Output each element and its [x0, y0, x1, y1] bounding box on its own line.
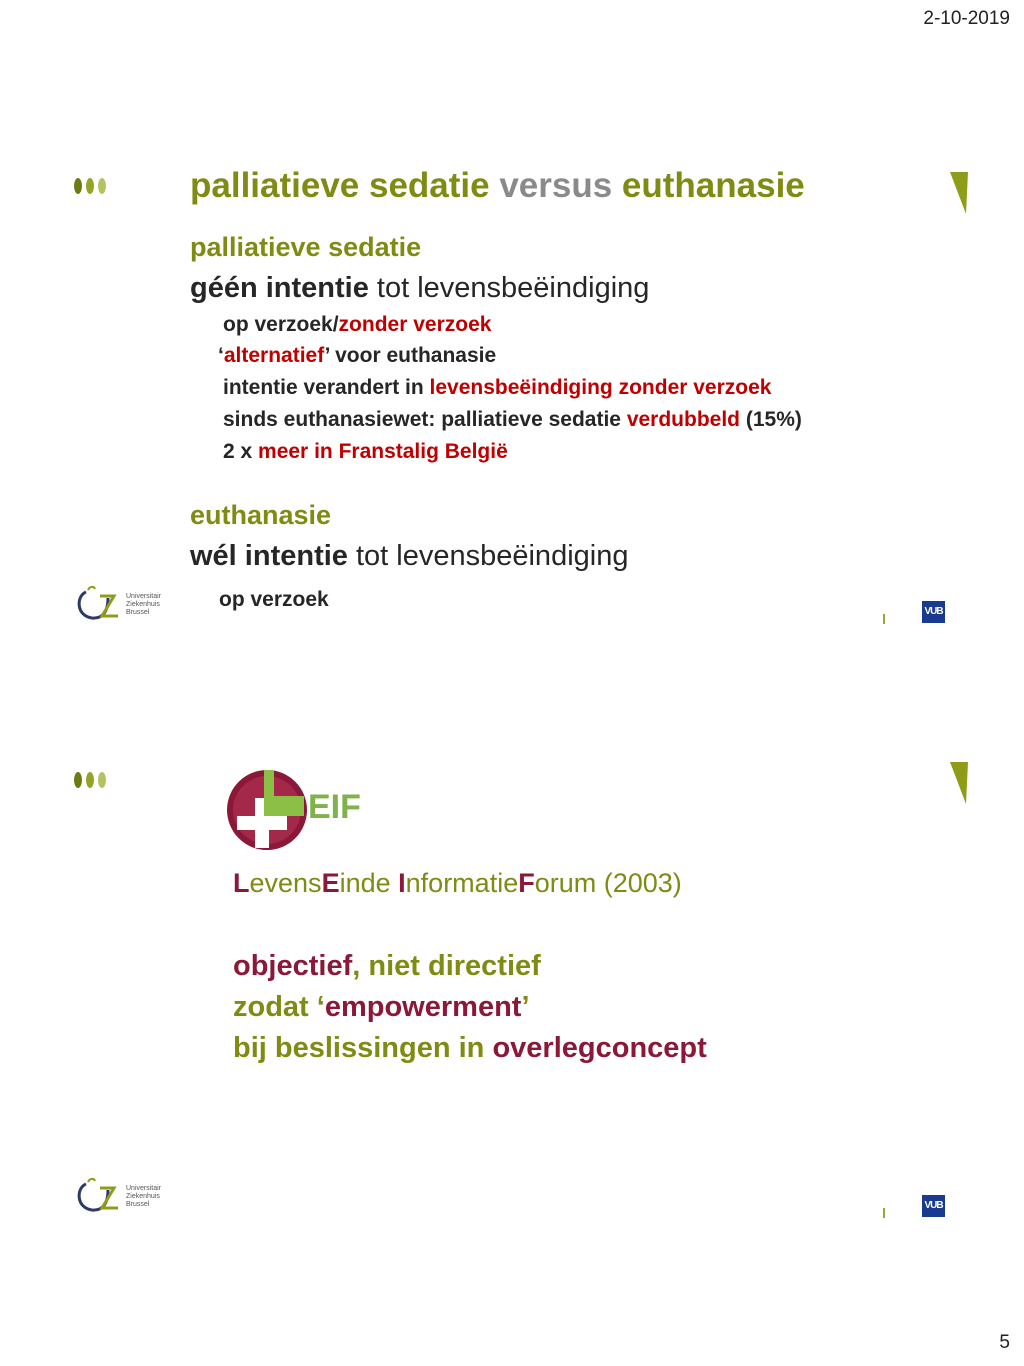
uz-logo-text: [126, 593, 161, 617]
uz-brussel-logo: [74, 586, 184, 626]
vub-logo: VUB: [922, 1195, 945, 1217]
bullet-line: [223, 376, 771, 400]
forum-name: [233, 868, 682, 899]
slide2-line: [233, 1032, 707, 1065]
corner-triangle-icon: [950, 172, 968, 214]
uz-logo-icon: [74, 586, 124, 622]
forum-initial: E: [321, 868, 340, 898]
bullet-text: 2 x: [223, 440, 259, 463]
bullet-text: ’ voor euthanasie: [324, 344, 497, 367]
leif-logo: [226, 768, 376, 854]
uz-brussel-logo: [74, 1178, 184, 1218]
logo-line: Brussel: [126, 609, 150, 616]
bullet-highlight: alternatief: [223, 344, 325, 367]
logo-line: Brussel: [126, 1201, 150, 1208]
bullet-line: [223, 440, 508, 464]
intent-rest: tot levensbeëindiging: [347, 540, 629, 572]
intent-bold: géén intentie: [190, 272, 369, 304]
logo-line: Universitair: [126, 1185, 162, 1192]
bullet-line: [223, 408, 802, 432]
intent-line-euthanasia: [190, 540, 628, 573]
forum-initial: L: [233, 868, 250, 898]
forum-text: evens: [249, 868, 322, 898]
section-heading-euthanasia: euthanasie: [190, 500, 332, 530]
footer-divider: [883, 614, 885, 624]
slide2-highlight: empowerment: [324, 991, 522, 1023]
title-part-2: versus: [489, 166, 622, 205]
bullet-highlight: meer in Franstalig België: [258, 440, 508, 463]
footer-divider: [883, 1208, 885, 1218]
bullet-text: ‘: [218, 344, 224, 367]
title-part-1: palliatieve sedatie: [190, 166, 490, 205]
intent-rest: tot levensbeëindiging: [368, 272, 650, 304]
logo-line: Ziekenhuis: [126, 601, 160, 608]
slide2-line: [233, 950, 541, 983]
forum-initial: I: [398, 868, 406, 898]
forum-initial: F: [518, 868, 535, 898]
forum-text: nformatie: [405, 868, 519, 898]
intent-line-sedation: [190, 272, 649, 305]
slide2-text: ’: [521, 991, 530, 1023]
vub-logo: VUB: [922, 601, 945, 623]
date: 2-10-2019: [923, 8, 1010, 29]
uz-logo-icon: [74, 1178, 124, 1214]
title-part-3: euthanasie: [621, 166, 805, 205]
bullet-dots-icon: [74, 178, 108, 194]
bullet-highlight: zonder verzoek: [338, 313, 492, 336]
bullet-line: op verzoek: [219, 588, 329, 611]
slide2-highlight: overlegconcept: [492, 1032, 707, 1064]
medical-cross-icon: [226, 768, 312, 854]
page-number: 5: [999, 1332, 1010, 1353]
bullet-line: [218, 344, 496, 368]
corner-triangle-icon: [950, 762, 968, 804]
leif-logo-text: EIF: [308, 788, 361, 826]
bullet-highlight: verdubbeld: [626, 408, 741, 431]
bullet-text: (15%): [740, 408, 802, 431]
forum-text: orum: [534, 868, 597, 898]
forum-text: inde: [339, 868, 399, 898]
bullet-text: sinds euthanasiewet: palliatieve sedatie: [223, 408, 627, 431]
slide2-text: , niet directief: [352, 950, 541, 982]
slide-title: [190, 166, 805, 206]
logo-line: Universitair: [126, 593, 162, 600]
slide2-text: zodat ‘: [233, 991, 325, 1023]
bullet-dots-icon: [74, 772, 108, 788]
uz-logo-text: [126, 1185, 161, 1209]
bullet-text: intentie verandert in: [223, 376, 430, 399]
slide2-highlight: objectief: [233, 950, 353, 982]
section-heading-sedation: palliatieve sedatie: [190, 232, 422, 262]
forum-year: (2003): [596, 868, 682, 898]
bullet-highlight: levensbeëindiging zonder verzoek: [429, 376, 772, 399]
slide2-text: bij beslissingen in: [233, 1032, 493, 1064]
logo-line: Ziekenhuis: [126, 1193, 160, 1200]
slide2-line: [233, 991, 530, 1024]
intent-bold: wél intentie: [190, 540, 348, 572]
bullet-text: op verzoek/: [223, 313, 339, 336]
bullet-line: [223, 313, 491, 337]
